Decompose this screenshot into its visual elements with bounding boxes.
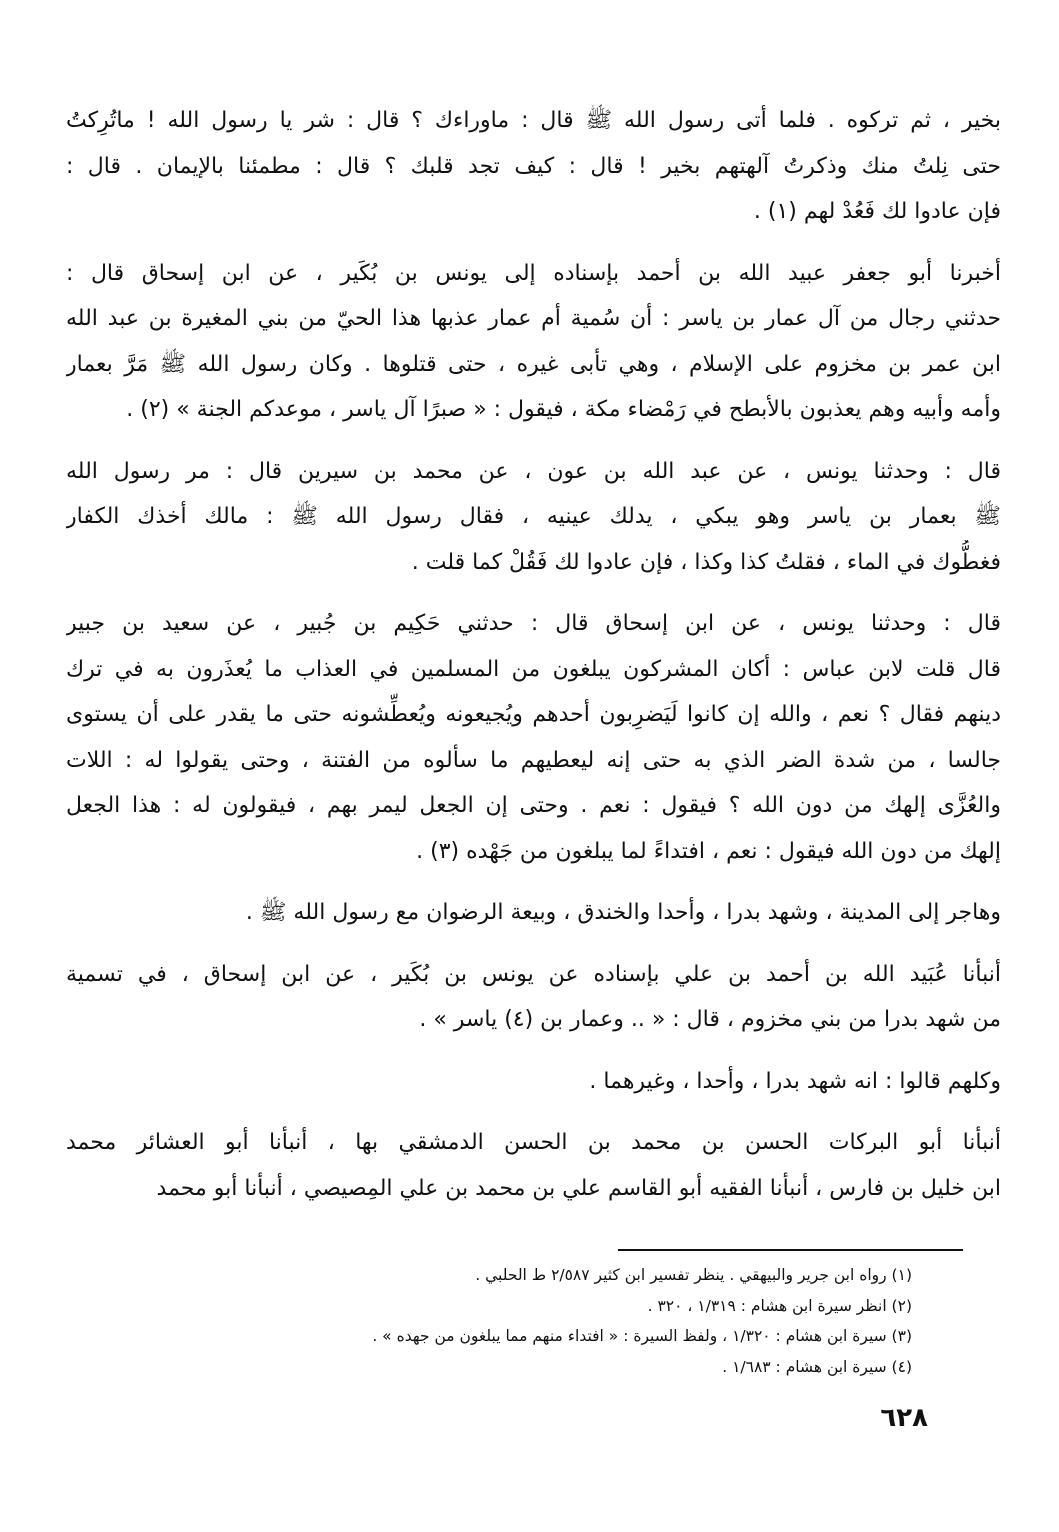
text-line: وهاجر إلى المدينة ، وشهد بدرا ، وأحدا والخندق ، وبيعة الرضوان مع رسول الله ﷺ .	[245, 900, 1001, 925]
text-line: قال : وحدثنا يونس ، عن ابن إسحاق قال : حدثني حَكِيم بن جُبير ، عن سعيد بن جبير	[66, 611, 1001, 636]
paragraph	[66, 1059, 1001, 1105]
footnotes	[200, 1260, 912, 1382]
text-line: حتى نِلتُ منك وذكرتُ آلهتهم بخير ! قال : كيف تجد قلبك ؟ قال : مطمئنا بالإيمان . قال :	[66, 153, 1001, 179]
text-line: إلهك من دون الله فيقول : نعم ، افتداءً لما يبلغون من جَهْده (٣) .	[416, 838, 1001, 864]
text-line: فإن عادوا لك فَعُدْ لهم (١) .	[753, 199, 1001, 224]
page-number: ٦٢٨	[880, 1403, 928, 1433]
text-line: من شهد بدرا من بني مخزوم ، قال : « .. وعمار بن (٤) ياسر » .	[419, 1007, 1001, 1032]
paragraph	[66, 251, 1001, 433]
text-line: أخبرنا أبو جعفر عبيد الله بن أحمد بإسناده إلى يونس بن بُكَير ، عن ابن إسحاق قال :	[66, 260, 1001, 286]
paragraph	[66, 1120, 1001, 1211]
footnote-divider	[618, 1249, 963, 1251]
text-line: وأمه وأبيه وهم يعذبون بالأبطح في رَمْضاء مكة ، فيقول : « صبرًا آل ياسر ، موعدكم الجنة » (٢) .	[126, 397, 1001, 422]
text-line: حدثني رجال من آل عمار بن ياسر : أن سُمية أم عمار عذبها هذا الحيّ من بني المغيرة بن عبد الله	[66, 306, 1001, 331]
paragraph	[66, 98, 1001, 235]
text-line: فغطُّوك في الماء ، فقلتُ كذا وكذا ، فإن عادوا لك فَقُلْ كما قلت .	[411, 549, 1001, 575]
paragraph	[66, 449, 1001, 586]
text-line: بخير ، ثم تركوه . فلما أتى رسول الله ﷺ قال : ماوراءك ؟ قال : شر يا رسول الله ! ماتُرِكتُ	[66, 108, 1001, 133]
paragraph-gap	[66, 235, 1001, 251]
text-line: جالسا ، من شدة الضر الذي به حتى إنه ليعطيهم ما سألوه من الفتنة ، وحتى يقولوا له : اللات	[66, 747, 1001, 773]
text-line: ﷺ بعمار بن ياسر وهو يبكي ، يدلك عينيه ، فقال رسول الله ﷺ : مالك أخذك الكفار	[66, 504, 1001, 529]
text-line: والعُزَّى إلهك من دون الله ؟ فيقول : نعم . وحتى إن الجعل ليمر بهم ، فيقولون له : هذا الجعل	[66, 793, 1001, 818]
footnote: (٤) سيرة ابن هشام : ١/٦٨٣ .	[722, 1357, 912, 1376]
text-line: دينهم فقال ؟ نعم ، والله إن كانوا لَيَضرِبون أحدهم ويُجيعونه ويُعطِّشونه حتى ما يقدر على أن يستوى	[66, 702, 1001, 727]
text-line: قال قلت لابن عباس : أكان المشركون يبلغون من المسلمين في العذاب ما يُعذَرون به في ترك	[66, 656, 1001, 682]
main-text	[66, 98, 1001, 1211]
paragraph-gap	[66, 433, 1001, 449]
paragraph-gap	[66, 874, 1001, 890]
paragraph-gap	[66, 1104, 1001, 1120]
paragraph-gap	[66, 1043, 1001, 1059]
paragraph-gap	[66, 585, 1001, 601]
text-line: قال : وحدثنا يونس ، عن عبد الله بن عون ، عن محمد بن سيرين قال : مر رسول الله	[66, 458, 1001, 484]
text-line: ابن عمر بن مخزوم على الإسلام ، وهي تأبى غيره ، حتى قتلوها . وكان رسول الله ﷺ مَرَّ بعمار	[66, 351, 1001, 377]
footnote: (٣) سيرة ابن هشام : ١/٣٢٠ ، ولفظ السيرة : « افتداء منهم مما يبلغون من جهده » .	[372, 1327, 912, 1345]
text-line: وكلهم قالوا : انه شهد بدرا ، وأحدا ، وغيرهما .	[589, 1068, 1001, 1094]
paragraph	[66, 601, 1001, 874]
paragraph	[66, 890, 1001, 936]
text-line: أنبأنا أبو البركات الحسن بن محمد بن الحسن الدمشقي بها ، أنبأنا أبو العشائر محمد	[66, 1130, 1001, 1155]
paragraph-gap	[66, 936, 1001, 952]
text-line: أنبأنا عُبَيد الله بن أحمد بن علي بإسناده عن يونس بن بُكَير ، عن ابن إسحاق ، في تسمية	[66, 961, 1001, 987]
text-line: ابن خليل بن فارس ، أنبأنا الفقيه أبو القاسم علي بن محمد بن علي المِصيصي ، أنبأنا أبو محمد	[156, 1175, 1001, 1201]
footnote: (٢) انظر سيرة ابن هشام : ١/٣١٩ ، ٣٢٠ .	[647, 1296, 912, 1315]
paragraph	[66, 952, 1001, 1043]
footnote: (١) رواه ابن جرير والبيهقي . ينظر تفسير ابن كثير ٢/٥٨٧ ط الحلبي .	[475, 1266, 912, 1284]
